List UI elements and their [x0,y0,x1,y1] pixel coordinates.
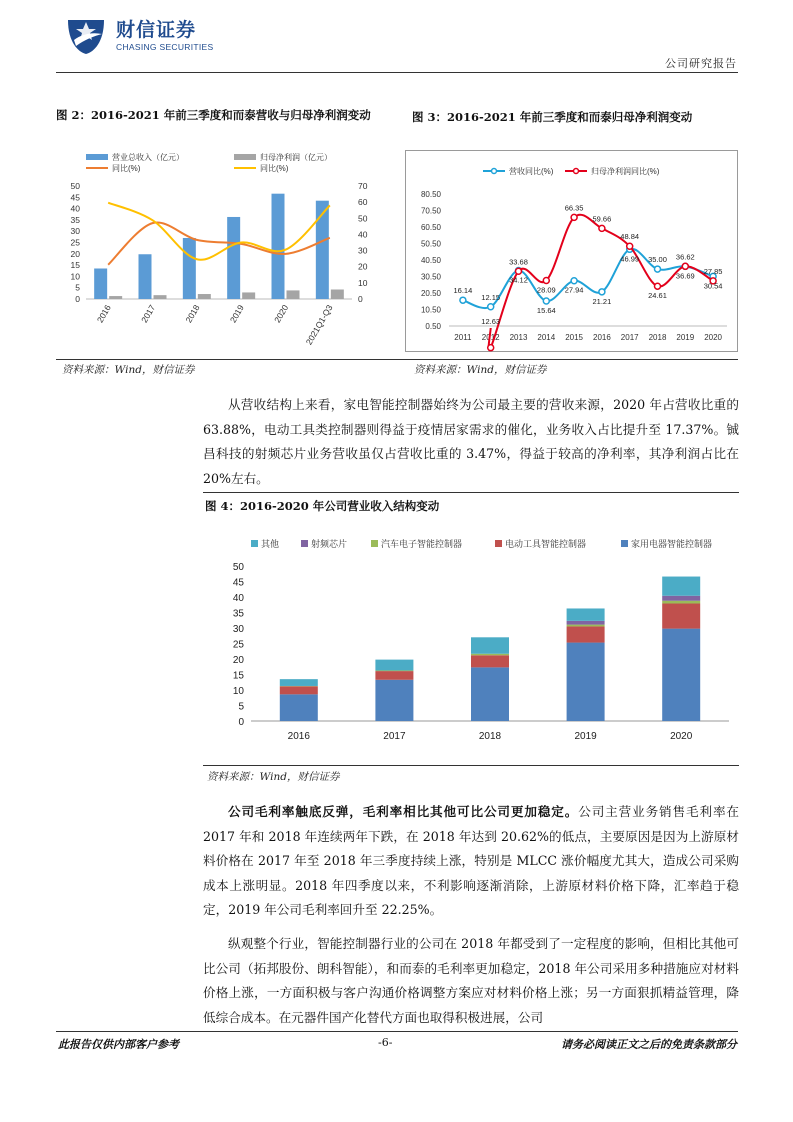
fig2-xtick: 2020 [272,303,291,325]
fig2-legend-swatch [86,154,108,160]
fig3-ytick: 10.50 [420,305,441,315]
fig3-point-profit [655,283,661,289]
fig3-xtick: 2020 [704,333,722,342]
fig2-ytick-left: 45 [70,192,80,203]
fig3-ytick: 60.50 [420,223,441,232]
fig3-xtick: 2018 [648,333,667,342]
fig3-ytick: 40.50 [420,256,441,265]
fig2-ytick-left: 25 [70,237,80,248]
fig2-ytick-left: 5 [75,282,80,293]
fig3-data-label: 33.68 [509,257,528,267]
fig4-top-rule [203,492,739,493]
fig3-data-label: 28.09 [536,285,556,295]
fig4-ytick: 15 [232,670,244,682]
fig2-legend-label: 同比(%) [260,164,289,173]
fig2-ytick-left: 0 [75,294,80,304]
fig2-bar-profit [154,295,167,299]
fig2-ytick-left: 40 [70,203,80,214]
fig4-segment-power-tool [280,686,318,694]
fig4-chart [203,518,739,764]
fig3-data-label: 48.84 [620,232,640,242]
fig3-point-revenue [571,278,577,284]
fig4-legend-swatch [301,540,308,547]
fig2-xtick: 2021Q1-Q3 [303,303,335,347]
fig4-ytick: 25 [232,639,244,651]
fig4-segment-power-tool [662,604,700,629]
footer-notice: 请务必阅读正文之后的免责条款部分 [561,1038,737,1051]
fig3-legend-label: 归母净利润同比(%) [591,167,660,176]
fig4-xtick: 2019 [574,731,597,742]
fig3-legend-marker [492,169,497,174]
fig3-point-profit [571,214,577,220]
fig4-ytick: 5 [238,701,244,713]
fig4-xtick: 2017 [383,731,406,742]
fig2-ytick-left: 20 [70,248,80,259]
fig4-xtick: 2016 [287,731,310,742]
fig4-segment-home-appliance [662,629,700,721]
fig4-bottom-rule [203,765,739,766]
fig2-ytick-right: 20 [358,261,368,272]
fig3-data-label: 46.99 [620,254,640,264]
fig2-bar-revenue [272,194,285,299]
fig3-xtick: 2012 [481,333,500,342]
fig4-ytick: 0 [238,717,244,728]
fig2-ytick-left: 35 [70,214,80,225]
fig4-segment-power-tool [375,671,413,680]
footer-rule [56,1031,738,1032]
fig2-xtick: 2019 [227,303,246,325]
fig3-data-label: 36.69 [675,271,695,281]
fig3-xtick: 2014 [537,333,556,342]
report-type: 公司研究报告 [665,57,737,70]
fig2-source: 资料来源：Wind，财信证券 [62,364,195,376]
fig2-ytick-left: 30 [70,226,80,237]
fig3-data-label: 24.61 [648,291,667,301]
fig3-data-label: 12.63 [481,317,501,326]
fig4-segment-auto-electronics [662,601,700,604]
fig3-ytick: 0.50 [425,322,441,331]
fig3-data-label: 21.21 [592,296,612,306]
fig2-xtick: 2018 [183,303,202,325]
fig4-segment-home-appliance [280,694,318,721]
footer-disclaimer: 此报告仅供内部客户参考 [58,1038,179,1051]
fig4-legend-label: 汽车电子智能控制器 [381,539,463,549]
fig4-title: 图 4：2016-2020 年公司营业收入结构变动 [205,499,440,513]
fig4-segment-home-appliance [567,643,605,721]
fig2-bar-revenue [227,217,240,299]
fig3-ytick: 20.50 [420,289,441,298]
fig3-data-label: 27.94 [564,285,584,295]
fig2-title: 图 2：2016-2021 年前三季度和而泰营收与归母净利润变动 [56,108,371,122]
fig4-segment-auto-electronics [471,654,509,656]
fig3-legend-label: 营收同比(%) [509,167,554,176]
fig4-ytick: 10 [232,686,244,697]
fig4-legend-label: 其他 [261,539,280,549]
fig2-ytick-right: 0 [358,294,363,304]
fig2-legend-label: 归母净利润（亿元） [260,153,332,162]
paragraph-gross-margin [203,800,739,923]
fig2-legend-swatch [234,154,256,160]
fig2-bar-revenue [139,254,152,299]
header-rule [56,72,738,73]
fig2-ytick-right: 70 [358,181,368,191]
fig3-data-label: 15.64 [536,306,556,316]
fig4-legend-label: 射频芯片 [311,539,348,549]
fig2-bar-profit [109,296,122,299]
fig4-segment-home-appliance [471,667,509,721]
fig3-source: 资料来源：Wind，财信证券 [414,364,547,376]
fig4-ytick: 40 [232,593,244,604]
paragraph-gross-margin-lead: 公司毛利率触底反弹，毛利率相比其他可比公司更加稳定。 [228,804,579,819]
fig4-legend-swatch [371,540,378,547]
fig3-point-profit [627,243,633,249]
fig3-data-label: 36.62 [675,252,695,262]
fig4-segment-other [567,608,605,620]
fig3-xtick: 2017 [620,333,639,342]
fig4-segment-other [375,660,413,671]
fig3-data-label: 59.66 [592,214,612,224]
fig3-point-profit [516,268,522,274]
fig4-segment-power-tool [471,655,509,667]
fig-top-rule [56,359,738,360]
fig3-data-label: 30.54 [703,281,723,291]
fig3-data-label: 12.15 [481,292,501,302]
fig3-xtick: 2015 [565,333,583,342]
paragraph-industry: 纵观整个行业，智能控制器行业的公司在 2018 年都受到了一定程度的影响，但相比其他可比公司（拓邦股份、朗科智能），和而泰的毛利率更加稳定，2018 年公司采用多种措施应对材料价格上涨，一方面积极与客户沟通价格调整方案应对材料价格上涨；另一方面狠抓精益管理，降低综合成本。在元器件国产化替代方面也取得积极进展，公司 [203,936,739,1025]
fig2-ytick-right: 40 [358,229,368,240]
fig3-point-profit [599,225,605,231]
fig4-xtick: 2020 [670,731,693,742]
page-number: -6- [378,1036,393,1049]
fig2-legend-label: 同比(%) [112,164,141,173]
fig4-segment-other [471,637,509,653]
fig3-point-revenue [655,266,661,272]
fig3-point-revenue [599,289,605,295]
fig3-xtick: 2019 [676,333,695,342]
fig3-chart [405,150,738,352]
fig4-ytick: 50 [232,562,244,573]
fig4-segment-other [280,679,318,686]
fig4-legend-label: 家用电器智能控制器 [631,539,713,549]
fig3-ytick: 50.50 [420,239,441,249]
fig4-segment-other [662,577,700,596]
company-logo [64,14,108,56]
fig3-xtick: 2016 [593,333,611,342]
fig3-point-revenue [543,298,549,304]
fig2-ytick-right: 30 [358,245,368,256]
fig3-data-label: 35.00 [648,255,667,265]
fig4-ytick: 35 [232,608,244,620]
fig4-segment-power-tool [567,626,605,642]
fig2-ytick-right: 50 [358,213,368,224]
fig4-source: 资料来源：Wind，财信证券 [207,771,340,783]
fig2-ytick-left: 15 [70,260,80,271]
fig2-bar-profit [331,290,344,299]
fig3-point-revenue [488,304,494,310]
fig2-ytick-right: 60 [358,197,368,208]
fig3-data-label: 27.85 [703,266,723,276]
fig4-ytick: 30 [232,624,244,635]
fig2-bar-revenue [94,268,107,299]
fig2-ytick-left: 50 [70,181,80,191]
fig4-segment-home-appliance [375,680,413,721]
fig4-segment-rf-chip [567,621,605,625]
fig3-xtick: 2013 [509,333,528,342]
fig4-segment-auto-electronics [567,625,605,627]
fig4-legend-swatch [495,540,502,547]
fig2-bar-profit [198,294,211,299]
fig3-xtick: 2011 [454,333,472,342]
fig2-bar-profit [242,292,255,299]
fig3-data-label: 34.12 [509,275,528,285]
fig3-ytick: 30.50 [420,272,441,282]
fig4-legend-swatch [251,540,258,547]
brand-name-cn: 财信证券 [116,19,197,41]
fig2-bar-revenue [183,238,196,299]
fig4-segment-auto-electronics [375,670,413,671]
fig3-point-profit [682,263,688,269]
fig2-bar-profit [287,290,300,299]
fig3-legend-marker [574,169,579,174]
fig3-ytick: 80.50 [420,190,441,199]
fig4-segment-rf-chip [662,596,700,601]
fig2-chart [56,150,392,350]
fig4-legend-swatch [621,540,628,547]
fig3-title: 图 3：2016-2021 年前三季度和而泰归母净利润变动 [412,110,693,124]
fig4-legend-label: 电动工具智能控制器 [505,539,587,549]
fig2-xtick: 2017 [139,303,158,325]
fig3-ytick: 70.50 [420,206,441,216]
brand-name-en: CHASING SECURITIES [116,42,214,52]
fig3-data-label: 66.35 [564,203,584,213]
fig4-ytick: 20 [232,655,244,666]
fig4-xtick: 2018 [478,731,502,742]
paragraph-gross-margin-body: 公司主营业务销售毛利率在 2017 年和 2018 年连续两年下跌，在 2018 年达到 20.62%的低点，主要原因是因为上游原材料价格在 2017 年至 2018 年三季度持续上涨，特别是 MLCC 涨价幅度尤其大，造成公司采购成本上涨明显。2018 年四季度以来，不利影响逐渐消除，上游原材料价格下降，汇率趋于稳定，2019 年公司毛利率回升至 22.25%。 [203,804,740,918]
fig3-point-profit [488,345,494,351]
fig3-data-label: 16.14 [453,286,473,296]
fig3-point-profit [543,277,549,283]
fig2-xtick: 2016 [94,303,113,325]
fig3-frame [406,151,738,352]
fig2-ytick-left: 10 [70,271,80,282]
paragraph-revenue-structure: 从营收结构上来看，家电智能控制器始终为公司最主要的营收来源，2020 年占营收比重的 63.88%，电动工具类控制器则得益于疫情居家需求的催化，业务收入占比提升至 17.37%。铖昌科技的射频芯片业务营收虽仅占营收比重的 3.47%，得益于较高的净利率，其净利润占比在 20%左右。 [203,397,739,486]
fig2-ytick-right: 10 [358,277,368,288]
fig4-ytick: 45 [232,577,244,589]
fig3-point-revenue [460,297,466,303]
fig2-legend-label: 营业总收入（亿元） [112,153,184,162]
